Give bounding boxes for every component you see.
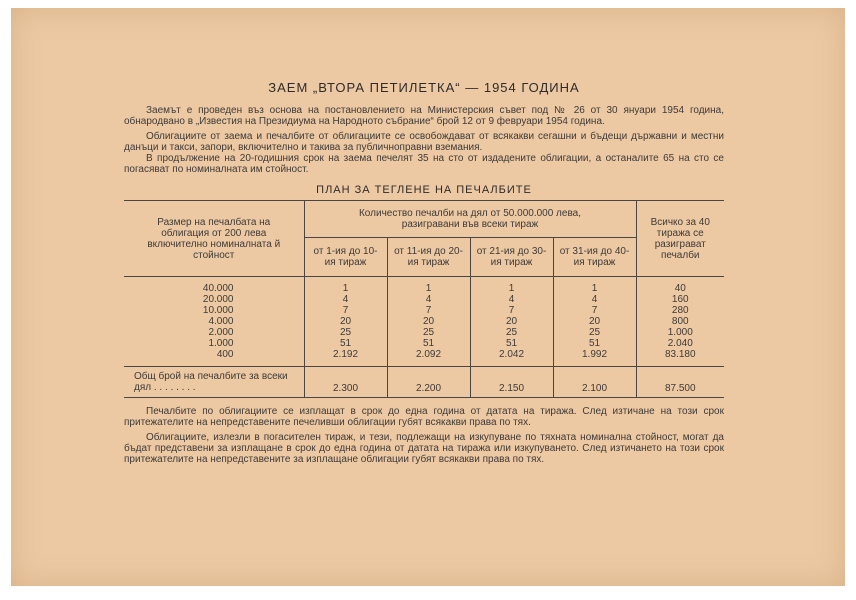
prize-size: 1.000 (208, 338, 234, 349)
prize-count: 25 (470, 327, 553, 338)
totals-row (124, 367, 724, 398)
prize-count: 51 (553, 338, 636, 349)
prize-count: 20 (304, 316, 387, 327)
table-row (124, 349, 724, 367)
table-row (124, 277, 724, 295)
prize-total: 160 (636, 294, 724, 305)
prize-count: 20 (387, 316, 470, 327)
prize-count: 7 (553, 305, 636, 316)
prize-count: 1 (470, 277, 553, 295)
prize-size: 10.000 (202, 305, 234, 316)
prize-size: 4.000 (208, 316, 234, 327)
prize-count: 7 (470, 305, 553, 316)
header-draw-31-40: от 31-ия до 40-ия тираж (553, 238, 636, 277)
prize-total: 83.180 (636, 349, 724, 367)
prize-rows (124, 277, 724, 398)
prize-count: 1 (553, 277, 636, 295)
prize-count: 4 (387, 294, 470, 305)
prize-count: 7 (387, 305, 470, 316)
paragraph-payout-term: Печалбите по облигациите се изплащат в срок до една година от датата на тиража. След изтичане на този срок притежателите на непредставените печеливши облигации губят всякакви права по тях. (124, 406, 724, 428)
prize-count: 7 (304, 305, 387, 316)
totals-value: 2.100 (553, 367, 636, 398)
prize-count: 2.042 (470, 349, 553, 367)
prize-size: 400 (216, 349, 234, 360)
table-row (124, 338, 724, 349)
prize-total: 40 (636, 277, 724, 295)
table-row (124, 305, 724, 316)
paragraph-redemption: Облигациите, излезли в погасителен тираж, и тези, подлежащи на изкупуване по тяхната номинална стойност, могат да бъдат представени за изплащане в срок до една година от датата на тиража или изкупуването. След изтичането на този срок притежателите на непредставените за изплащане облигации губят всякакви права по тях. (124, 432, 724, 465)
prize-count: 1.992 (553, 349, 636, 367)
paragraph-tax-exemption: Облигациите от заема и печалбите от облигациите се освобождават от всякакви сегашни и бъдещи държавни и местни данъци и такси, запори, включително и такива за публичноправни вземания. (124, 131, 724, 153)
prize-count: 1 (387, 277, 470, 295)
table-row (124, 316, 724, 327)
prize-count: 2.092 (387, 349, 470, 367)
header-draw-1-10: от 1-ия до 10-ия тираж (304, 238, 387, 277)
header-draw-21-30: от 21-ия до 30-ия тираж (470, 238, 553, 277)
prize-total: 280 (636, 305, 724, 316)
prize-total: 1.000 (636, 327, 724, 338)
totals-sum: 87.500 (636, 367, 724, 398)
prize-count: 4 (553, 294, 636, 305)
prize-count: 20 (553, 316, 636, 327)
prize-total: 800 (636, 316, 724, 327)
document-title: ЗАЕМ „ВТОРА ПЕТИЛЕТКА“ — 1954 ГОДИНА (268, 80, 580, 95)
header-draw-11-20: от 11-ия до 20-ия тираж (387, 238, 470, 277)
totals-value: 2.200 (387, 367, 470, 398)
prize-count: 51 (304, 338, 387, 349)
prize-count: 51 (470, 338, 553, 349)
plan-title: ПЛАН ЗА ТЕГЛЕНЕ НА ПЕЧАЛБИТЕ (316, 184, 532, 196)
prize-count: 25 (304, 327, 387, 338)
prize-size: 20.000 (202, 294, 234, 305)
totals-value: 2.300 (304, 367, 387, 398)
prize-count: 51 (387, 338, 470, 349)
prize-count: 2.192 (304, 349, 387, 367)
prize-total: 2.040 (636, 338, 724, 349)
header-prize-size: Размер на печалбата на облигация от 200 лева включително номиналната й стойност (124, 201, 304, 277)
prize-size: 40.000 (202, 283, 234, 294)
prize-count: 4 (470, 294, 553, 305)
prize-count: 4 (304, 294, 387, 305)
header-total: Всичко за 40 тиража се разиграват печалби (636, 201, 724, 277)
totals-value: 2.150 (470, 367, 553, 398)
prize-table (124, 200, 724, 398)
prize-count: 1 (304, 277, 387, 295)
document-body (124, 80, 724, 465)
table-row (124, 327, 724, 338)
prize-count: 25 (553, 327, 636, 338)
prize-count: 25 (387, 327, 470, 338)
totals-label: Общ брой на печалбите за всеки дял . . . . . . . . (124, 367, 304, 398)
prize-size: 2.000 (208, 327, 234, 338)
paragraph-term: В продължение на 20-годишния срок на заема печелят 35 на сто от издадените облигации, а останалите 65 на сто се погасяват по номиналната им стойност. (124, 153, 724, 175)
table-row (124, 294, 724, 305)
header-prize-count: Количество печалби на дял от 50.000.000 лева, разигравани във всеки тираж (304, 201, 636, 238)
prize-count: 20 (470, 316, 553, 327)
paragraph-decree: Заемът е проведен въз основа на постановлението на Министерския съвет под № 26 от 30 януари 1954 година, обнародвано в „Известия на Президиума на Народното събрание“ брой 12 от 9 февруари 1954 година. (124, 105, 724, 127)
